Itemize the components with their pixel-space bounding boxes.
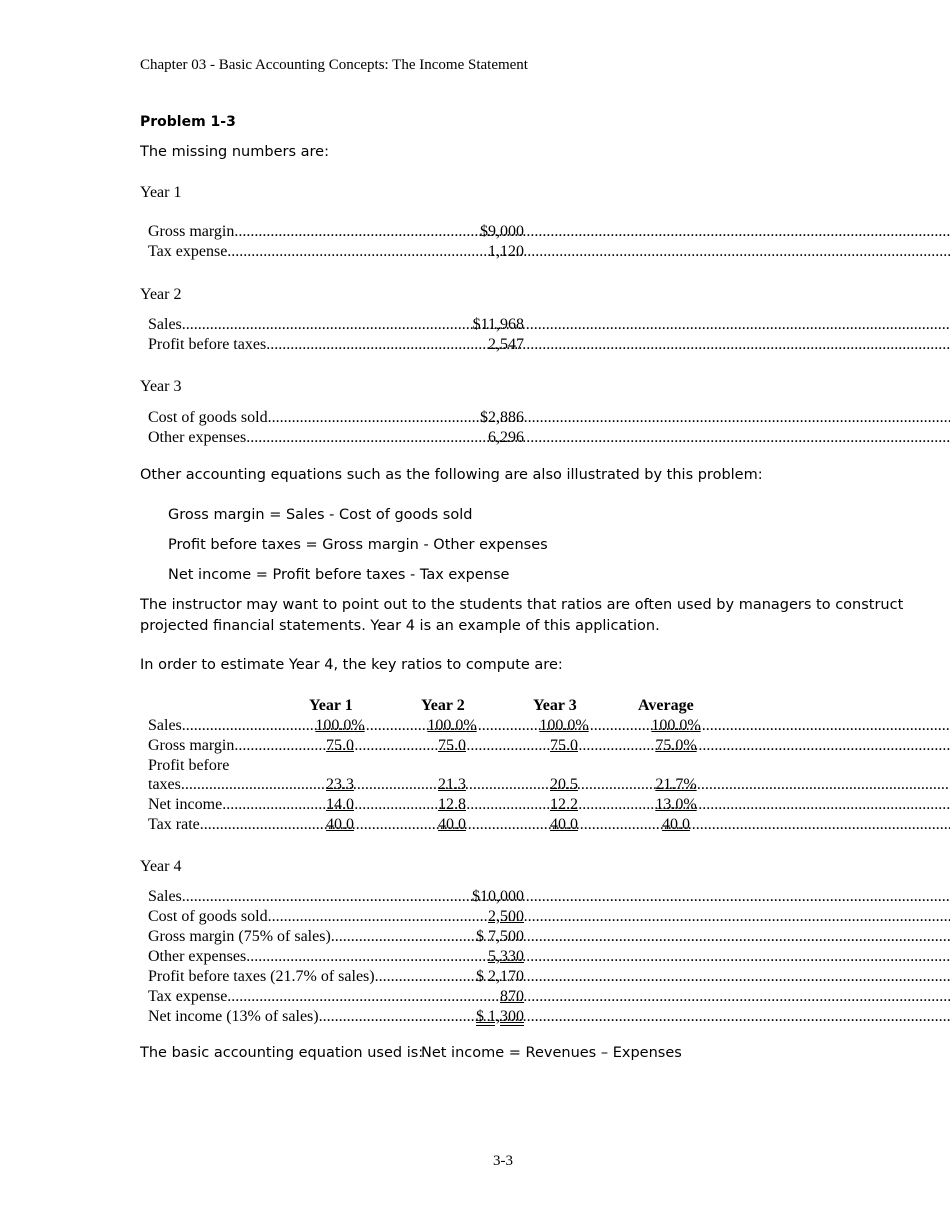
row-value: $9,000 (480, 223, 524, 240)
year1-row-gross-margin (148, 222, 950, 242)
ratio-value: 14.0 (326, 796, 354, 813)
ratio-value: 23.3 (326, 776, 354, 793)
ratio-row-tax-rate (148, 815, 950, 835)
ratio-value: 21.3 (438, 776, 466, 793)
col-header-year1: Year 1 (309, 697, 353, 714)
row-label: Sales ..... (148, 315, 950, 335)
row-label: Tax expense ..... (148, 242, 950, 262)
row-value: $ 1,300 (476, 1008, 524, 1025)
basic-equation-label: The basic accounting equation used is: (140, 1045, 424, 1061)
row-value: 2,547 (488, 336, 524, 353)
col-header-year3: Year 3 (533, 697, 577, 714)
row-value: $ 7,500 (476, 928, 524, 945)
intro-text: The missing numbers are: (140, 144, 329, 160)
other-equations-intro: Other accounting equations such as the following are also illustrated by this problem: (140, 467, 763, 483)
row-value: $11,968 (472, 316, 524, 333)
col-header-average: Average (638, 697, 694, 714)
year3-heading: Year 3 (140, 378, 182, 395)
row-label: Sales ..... (148, 716, 950, 736)
year4-row-profit-before-taxes (148, 967, 950, 987)
row-label: Profit before taxes (21.7% of sales) ..... (148, 967, 950, 987)
year3-row-cogs (148, 408, 950, 428)
page-header: Chapter 03 - Basic Accounting Concepts: The Income Statement (140, 57, 528, 73)
ratio-row-profit-before-taxes (148, 775, 950, 795)
ratio-value: 40.0 (326, 816, 354, 833)
year1-heading: Year 1 (140, 184, 182, 201)
row-label: Gross margin ..... (148, 736, 950, 756)
equation-profit-before-taxes: Profit before taxes = Gross margin - Other expenses (168, 537, 548, 553)
equation-gross-margin: Gross margin = Sales - Cost of goods sold (168, 507, 473, 523)
ratio-value: 75.0% (655, 737, 697, 754)
ratio-value: 100.0% (539, 717, 589, 734)
ratio-value: 21.7% (655, 776, 697, 793)
year1-row-tax-expense (148, 242, 950, 262)
ratio-value: 100.0% (651, 717, 701, 734)
equation-net-income: Net income = Profit before taxes - Tax expense (168, 567, 510, 583)
year3-row-other-expenses (148, 428, 950, 448)
row-value: $10,000 (472, 888, 524, 905)
ratio-row-sales (148, 716, 950, 736)
ratio-value: 40.0 (550, 816, 578, 833)
problem-title: Problem 1-3 (140, 114, 236, 130)
row-label: Sales ..... (148, 887, 950, 907)
instructor-note-line2: projected financial statements. Year 4 is an example of this application. (140, 618, 660, 634)
ratio-value: 12.8 (438, 796, 466, 813)
row-label: Other expenses ..... (148, 947, 950, 967)
year4-row-gross-margin (148, 927, 950, 947)
year4-heading: Year 4 (140, 858, 182, 875)
year4-row-other-expenses (148, 947, 950, 967)
row-label: Profit before taxes ..... (148, 335, 950, 355)
row-value: 6,296 (488, 429, 524, 446)
basic-equation: Net income = Revenues – Expenses (421, 1045, 682, 1061)
row-value: 5,330 (488, 948, 524, 965)
instructor-note-line1: The instructor may want to point out to the students that ratios are often used by managers to construct (140, 597, 904, 613)
ratio-row-gross-margin (148, 736, 950, 756)
row-label: Cost of goods sold ..... (148, 907, 950, 927)
ratio-value: 100.0% (315, 717, 365, 734)
year4-row-net-income (148, 1007, 950, 1027)
row-label: Gross margin ..... (148, 222, 950, 242)
ratio-value: 13.0% (655, 796, 697, 813)
ratio-value: 100.0% (427, 717, 477, 734)
row-value: 1,120 (488, 243, 524, 260)
ratio-row-net-income (148, 795, 950, 815)
row-value: 2,500 (488, 908, 524, 925)
row-label: Net income ..... (148, 795, 950, 815)
ratio-value: 75.0 (438, 737, 466, 754)
ratio-value: 20.5 (550, 776, 578, 793)
year4-row-cogs (148, 907, 950, 927)
year4-row-tax-expense (148, 987, 950, 1007)
row-label: Tax expense ..... (148, 987, 950, 1007)
ratio-value: 75.0 (326, 737, 354, 754)
row-value: $2,886 (480, 409, 524, 426)
row-label: Tax rate ..... (148, 815, 950, 835)
ratio-value: 12.2 (550, 796, 578, 813)
ratio-value: 40.0 (438, 816, 466, 833)
row-label: Net income (13% of sales) ..... (148, 1007, 950, 1027)
ratio-value: 75.0 (550, 737, 578, 754)
row-label: Other expenses ..... (148, 428, 950, 448)
row-label: Cost of goods sold ..... (148, 408, 950, 428)
col-header-year2: Year 2 (421, 697, 465, 714)
ratios-intro: In order to estimate Year 4, the key ratios to compute are: (140, 657, 563, 673)
year2-row-sales (148, 315, 950, 335)
row-label: Gross margin (75% of sales) ..... (148, 927, 950, 947)
ratio-row-label-profit-before: Profit before (148, 757, 230, 774)
ratio-value: 40.0 (662, 816, 690, 833)
year2-row-profit-before-taxes (148, 335, 950, 355)
page-number: 3-3 (493, 1153, 513, 1169)
year2-heading: Year 2 (140, 286, 182, 303)
row-value: $ 2,170 (476, 968, 524, 985)
year4-row-sales (148, 887, 950, 907)
row-label: taxes ..... (148, 775, 950, 795)
row-value: 870 (500, 988, 524, 1005)
